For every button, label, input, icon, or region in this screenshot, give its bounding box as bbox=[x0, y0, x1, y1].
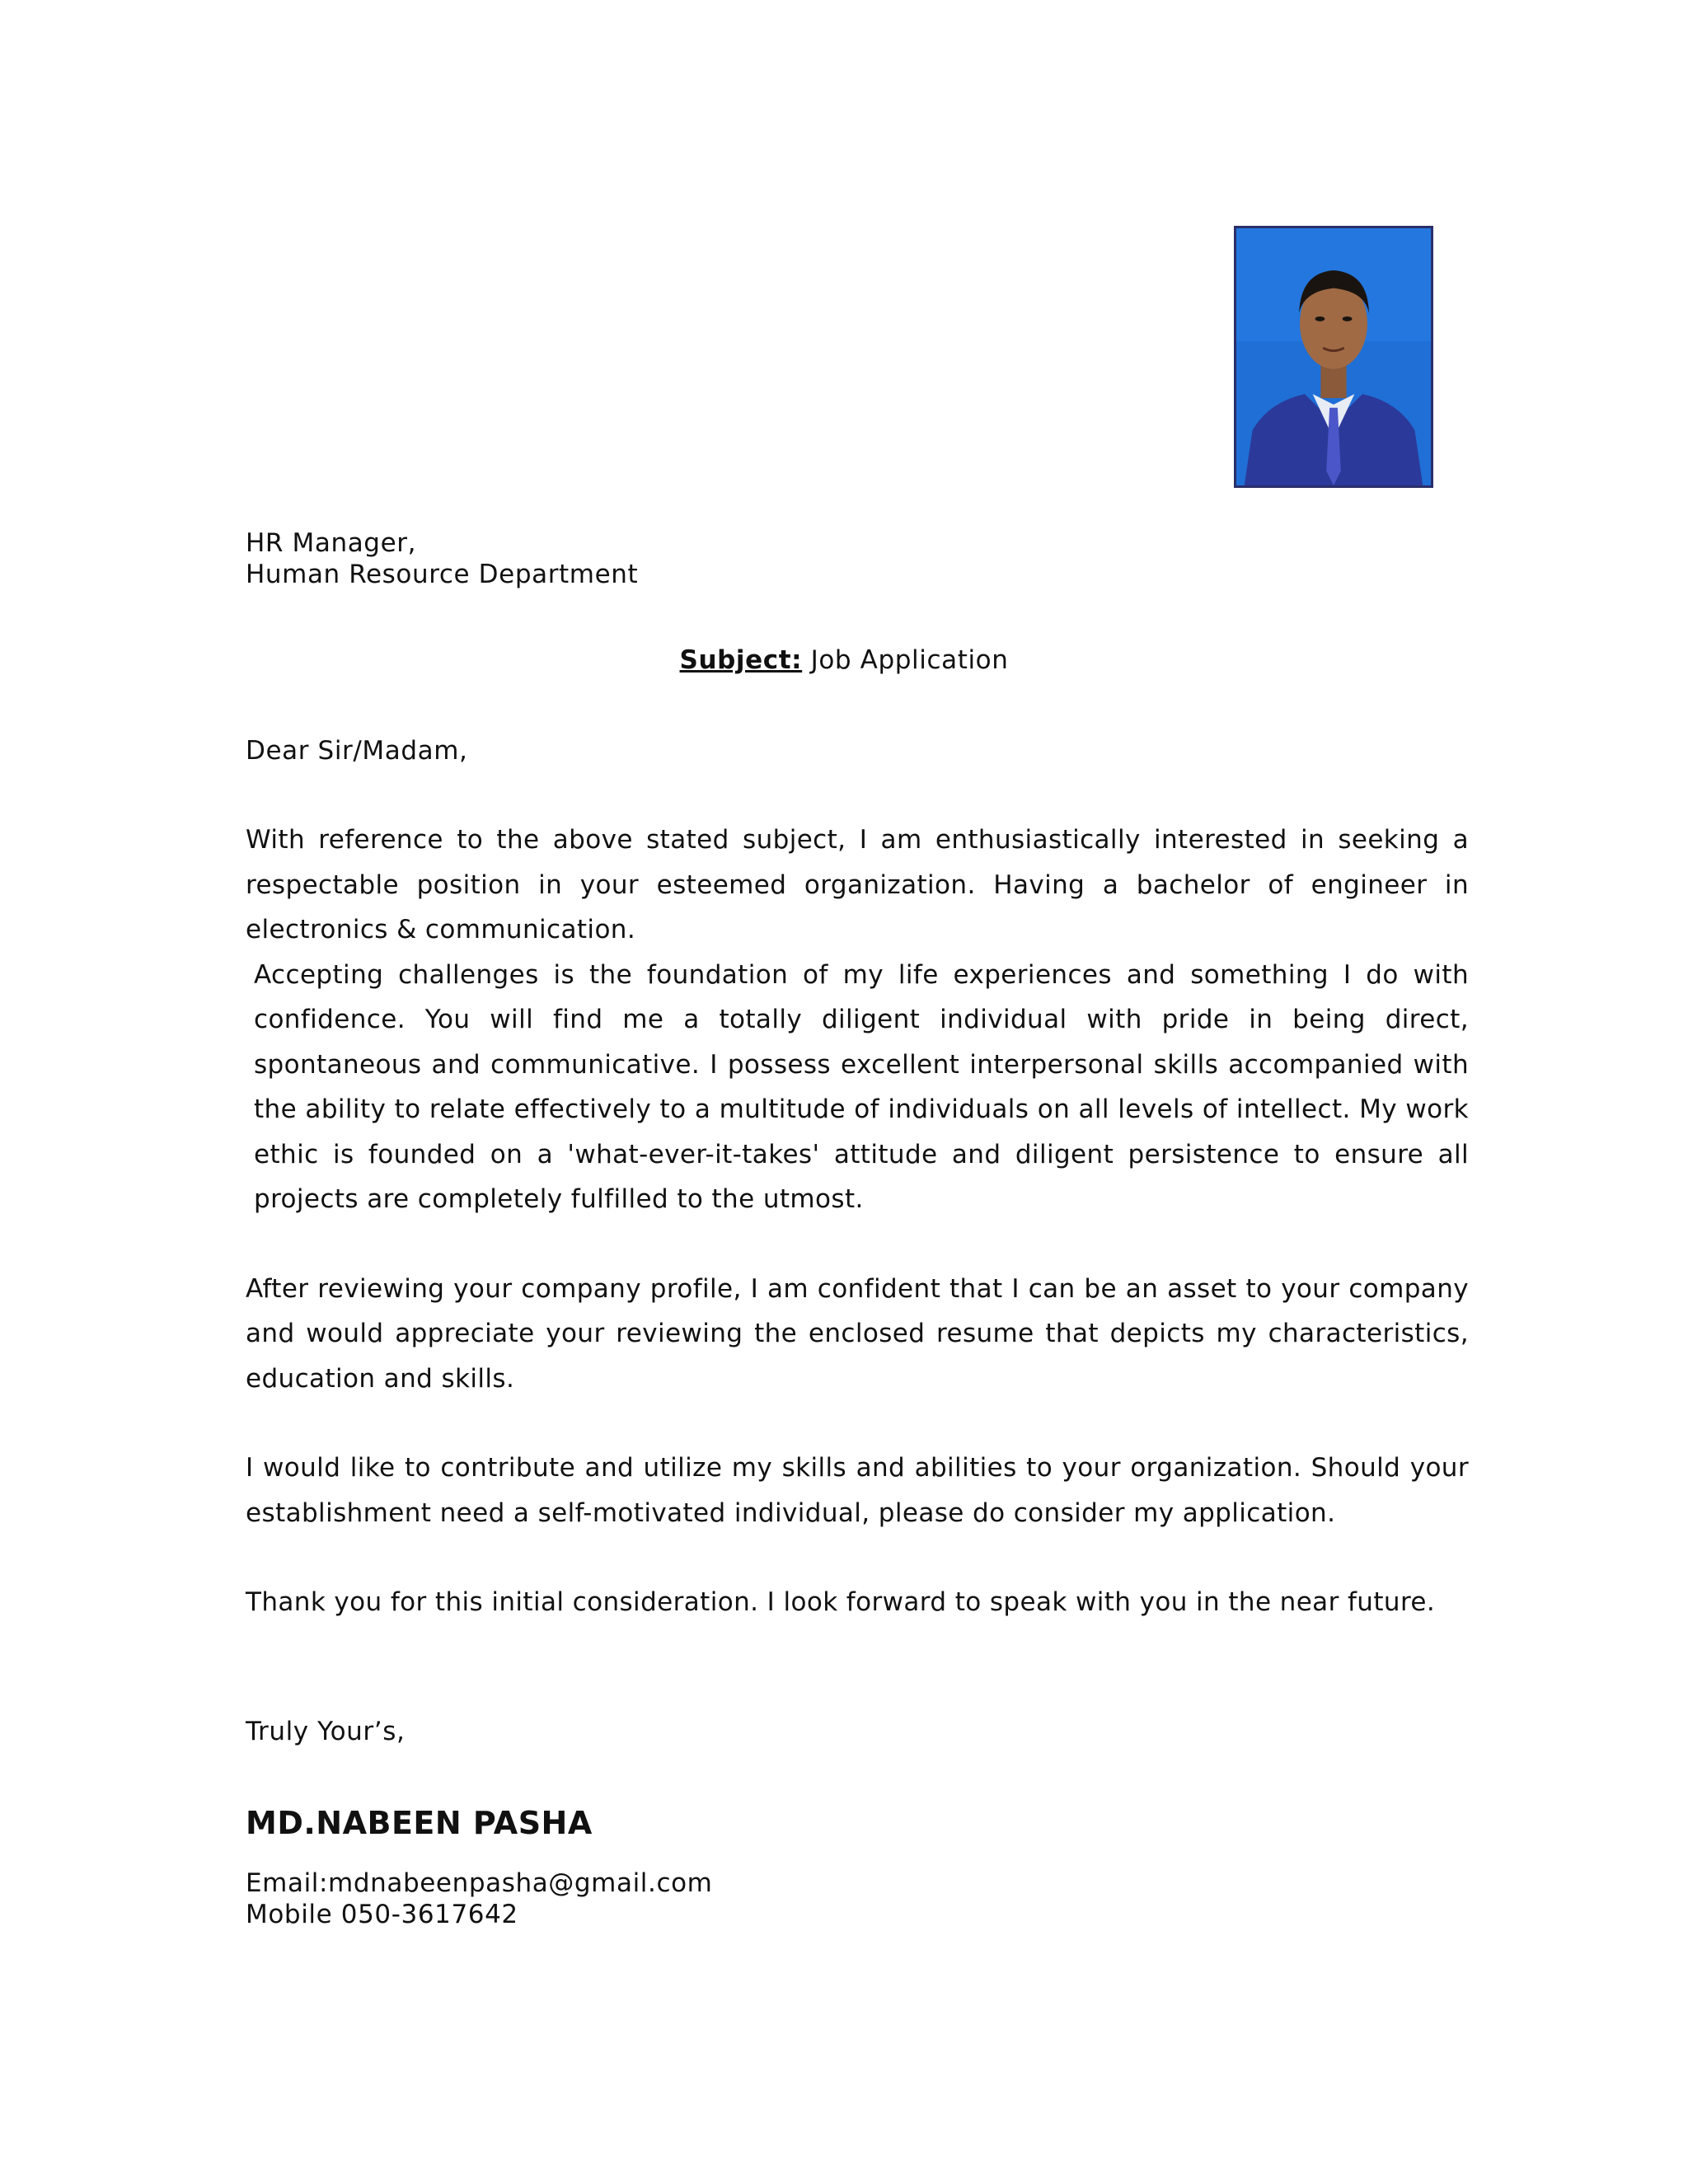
body-paragraph-3: After reviewing your company profile, I am confident that I can be an asset to your company and would appreciate your reviewing the enclosed resume that depicts my characteristics, education and skills. bbox=[246, 1273, 1469, 1394]
recipient-block bbox=[246, 527, 638, 590]
signature-name: MD.NABEEN PASHA bbox=[246, 1805, 593, 1841]
body-paragraph-2: Accepting challenges is the foundation of my life experiences and something I do with confidence. You will find me a totally diligent individual with pride in being direct, spontaneous and communicative. I possess excellent interpersonal skills accompanied with the ability to relate effectively to a multitude of individuals on all levels of intellect. My work ethic is founded on a 'what-ever-it-takes' attitude and diligent persistence to ensure all projects are completely fulfilled to the utmost. bbox=[254, 959, 1469, 1214]
letter-body bbox=[246, 818, 1469, 1625]
subject-line bbox=[0, 645, 1688, 675]
contact-mobile: Mobile 050-3617642 bbox=[246, 1900, 518, 1929]
subject-label: Subject: bbox=[679, 645, 803, 675]
contact-email: Email:mdnabeenpasha@gmail.com bbox=[246, 1868, 713, 1898]
recipient-department: Human Resource Department bbox=[246, 560, 639, 589]
body-paragraph-5: Thank you for this initial consideration. I look forward to speak with you in the near future. bbox=[246, 1587, 1436, 1617]
contact-block bbox=[246, 1868, 712, 1930]
closing: Truly Your’s, bbox=[246, 1717, 406, 1746]
subject-text: Job Application bbox=[810, 645, 1009, 675]
salutation: Dear Sir/Madam, bbox=[246, 736, 468, 766]
body-paragraph-4: I would like to contribute and utilize my skills and abilities to your organization. Should your establishment need a self-motivated individual, please do consider my application. bbox=[246, 1453, 1469, 1528]
applicant-photo bbox=[1234, 226, 1433, 488]
body-paragraph-1: With reference to the above stated subject, I am enthusiastically interested in seeking a respectable position in your esteemed organization. Having a bachelor of engineer in electronics & communication. bbox=[246, 825, 1469, 944]
recipient-title: HR Manager, bbox=[246, 528, 417, 558]
